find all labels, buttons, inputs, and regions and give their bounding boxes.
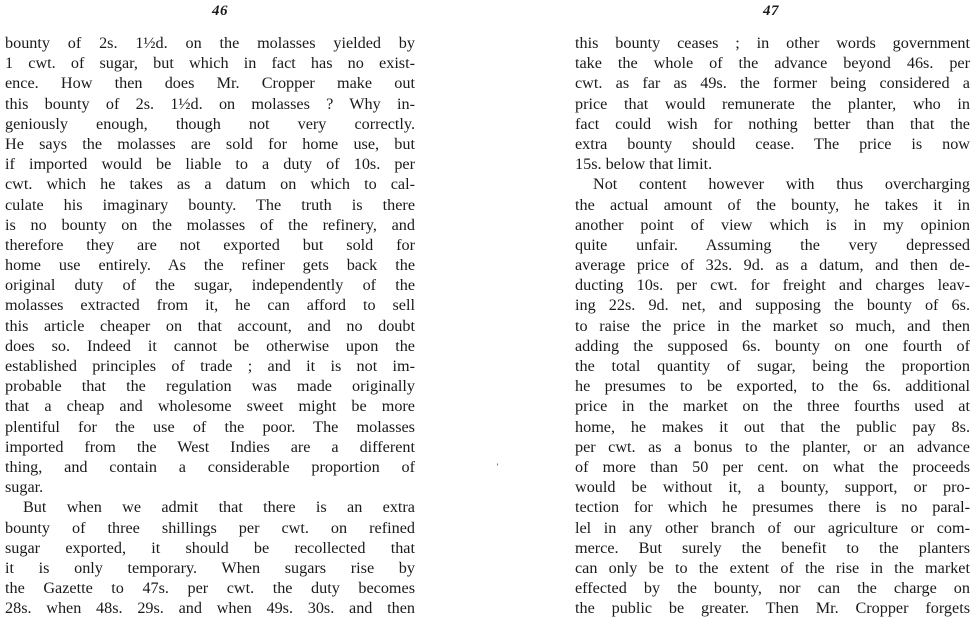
text-line: another point of view which is in my opinion bbox=[575, 215, 970, 234]
right-page bbox=[490, 0, 980, 632]
ink-speck: ʼ bbox=[496, 462, 499, 472]
text-line: home, he makes it out that the public pay 8s. bbox=[575, 417, 970, 436]
page-number-left: 46 bbox=[212, 3, 228, 19]
paragraph-end-line: sugar. bbox=[5, 478, 44, 497]
text-line: bounty of three shillings per cwt. on refined bbox=[5, 518, 415, 537]
paragraph-end-line: 15s. below that limit. bbox=[575, 155, 713, 174]
text-line: the actual amount of the bounty, he takes it in bbox=[575, 195, 970, 214]
text-line: extra bounty should cease. The price is now bbox=[575, 134, 970, 153]
text-line: geniously enough, though not very correctly. bbox=[5, 114, 415, 133]
left-page-text bbox=[5, 33, 415, 618]
text-line: is no bounty on the molasses of the refinery, and bbox=[5, 215, 415, 234]
text-line: price that would remunerate the planter, who in bbox=[575, 94, 970, 113]
text-line: per cwt. as a bonus to the planter, or an advance bbox=[575, 437, 970, 456]
paragraph-start-line: Not content however with thus overcharging bbox=[593, 175, 970, 194]
text-line: cwt. which he takes as a datum on which to cal- bbox=[5, 175, 415, 194]
page-number-right: 47 bbox=[763, 3, 779, 19]
text-line: thing, and contain a considerable proportion of bbox=[5, 457, 415, 476]
text-line: take the whole of the advance beyond 46s. per bbox=[575, 54, 970, 73]
text-line: bounty of 2s. 1½d. on the molasses yielded by bbox=[5, 34, 415, 52]
right-page-text bbox=[575, 33, 970, 618]
text-line: ence. How then does Mr. Cropper make out bbox=[5, 74, 415, 93]
text-line: home use entirely. As the refiner gets back the bbox=[5, 256, 415, 275]
text-line: tection for which he presumes there is no paral- bbox=[575, 498, 970, 517]
text-line: merce. But surely the benefit to the planters bbox=[575, 538, 970, 557]
text-line: adding the supposed 6s. bounty on one fourth of bbox=[575, 336, 970, 355]
text-line: He says the molasses are sold for home use, but bbox=[5, 134, 415, 153]
text-line: lel in any other branch of our agriculture or com- bbox=[575, 518, 970, 537]
text-line: the total quantity of sugar, being the proportion bbox=[575, 357, 970, 375]
text-line: the Gazette to 47s. per cwt. the duty becomes bbox=[5, 579, 415, 598]
text-line: plentiful for the use of the poor. The molasses bbox=[5, 417, 415, 436]
text-line: ing 22s. 9d. net, and supposing the bounty of 6s. bbox=[575, 296, 970, 315]
text-line: that a cheap and wholesome sweet might be more bbox=[5, 397, 415, 416]
text-line: price in the market on the three fourths used at bbox=[575, 397, 970, 416]
text-line: imported from the West Indies are a different bbox=[5, 437, 415, 456]
text-line: fact could wish for nothing better than that the bbox=[575, 114, 970, 133]
text-line: sugar exported, it should be recollected that bbox=[5, 538, 415, 557]
text-line: ducting 10s. per cwt. for freight and charges leav- bbox=[575, 276, 970, 295]
text-line: this bounty of 2s. 1½d. on molasses ? Why in- bbox=[5, 94, 415, 113]
text-line: of more than 50 per cent. on what the proceeds bbox=[575, 457, 970, 476]
text-line: 1 cwt. of sugar, but which in fact has no exist- bbox=[5, 54, 415, 73]
text-line: this article cheaper on that account, and no doubt bbox=[5, 316, 415, 335]
text-line: 28s. when 48s. 29s. and when 49s. 30s. and then bbox=[5, 599, 415, 618]
text-line: therefore they are not exported but sold for bbox=[5, 235, 415, 254]
text-line: does so. Indeed it cannot be otherwise upon the bbox=[5, 336, 415, 355]
text-line: it is only temporary. When sugars rise by bbox=[5, 558, 415, 577]
text-line: quite unfair. Assuming the very depressed bbox=[575, 235, 970, 254]
text-line: can only be to the extent of the rise in the market bbox=[575, 558, 970, 577]
paragraph-start-line: But when we admit that there is an extra bbox=[23, 498, 415, 517]
text-line: he presumes to be exported, to the 6s. additional bbox=[575, 377, 970, 396]
text-line: to raise the price in the market so much, and then bbox=[575, 316, 970, 335]
text-line: if imported would be liable to a duty of 10s. per bbox=[5, 155, 415, 174]
text-line: molasses extracted from it, he can afford to sell bbox=[5, 296, 415, 315]
text-line: this bounty ceases ; in other words government bbox=[575, 34, 970, 52]
text-line: established principles of trade ; and it is not im- bbox=[5, 357, 415, 375]
text-line: original duty of the sugar, independently of the bbox=[5, 276, 415, 295]
text-line: probable that the regulation was made originally bbox=[5, 377, 415, 396]
text-line: culate his imaginary bounty. The truth is there bbox=[5, 195, 415, 214]
text-line: would be without it, a bounty, support, or pro- bbox=[575, 478, 970, 497]
text-line: effected by the bounty, nor can the charge on bbox=[575, 579, 970, 598]
text-line: average price of 32s. 9d. as a datum, and then de- bbox=[575, 256, 970, 275]
text-line: the public be greater. Then Mr. Cropper forgets bbox=[575, 599, 970, 618]
text-line: cwt. as far as 49s. the former being considered a bbox=[575, 74, 970, 93]
